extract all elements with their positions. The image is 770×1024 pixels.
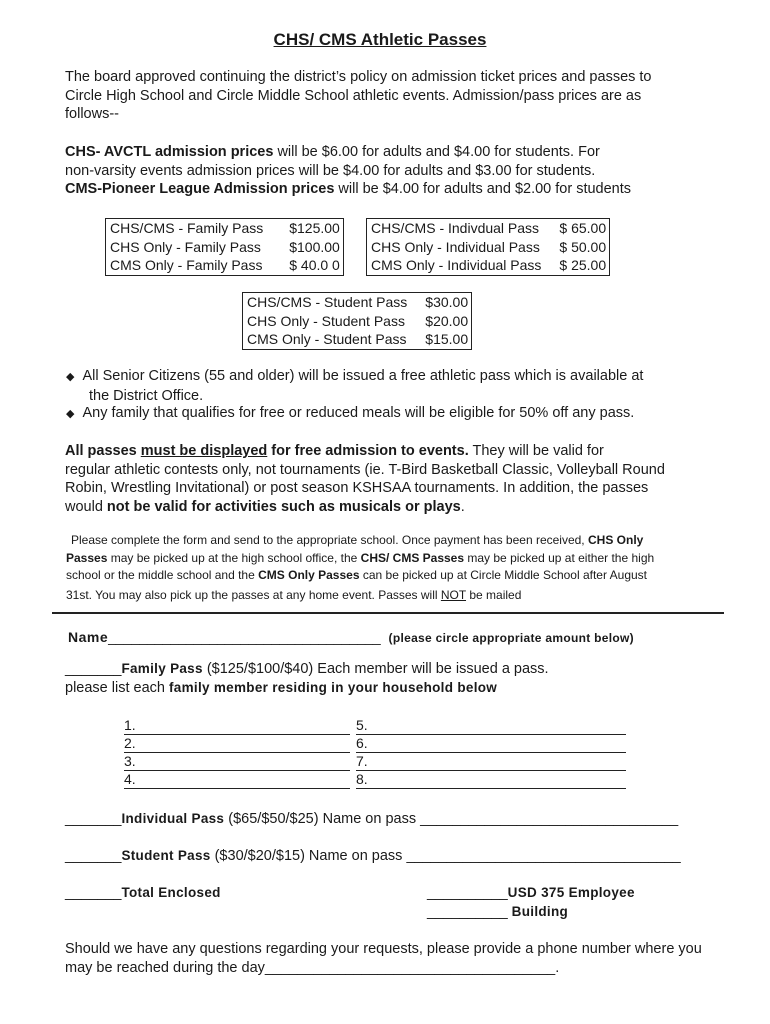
member-line-4[interactable]: 4. — [124, 771, 350, 789]
display-line-4b: not be valid for activities such as musicals or plays — [106, 498, 461, 515]
student-pass-table — [242, 292, 472, 350]
pass-price: $100.00 — [289, 238, 340, 255]
display-paragraph — [65, 442, 725, 516]
pass-name: CMS Only - Individual Pass — [371, 257, 542, 273]
member-line-8[interactable]: 8. — [356, 771, 626, 789]
employee-blank[interactable]: __________ — [427, 885, 508, 901]
building-blank[interactable]: __________ — [427, 903, 512, 920]
family-pass-label: Family Pass — [121, 661, 203, 676]
cms-price-line — [65, 180, 725, 199]
instructions-text: 31st. You may also pick up the passes at any home event. Passes will — [66, 587, 441, 602]
instructions-text: can be picked up at Circle Middle School after August — [359, 568, 648, 582]
table-row — [367, 256, 610, 275]
table-row — [367, 219, 610, 238]
table-row — [243, 293, 472, 312]
phone-number-line[interactable]: ____________________________________ — [264, 959, 556, 976]
pass-price: $20.00 — [425, 312, 469, 329]
phone-paragraph — [65, 940, 702, 977]
student-pass-text: ($30/$20/$15) Name on pass — [210, 848, 407, 864]
pass-price: $ 50.00 — [559, 238, 607, 255]
name-field-row — [68, 629, 634, 645]
building-label: Building — [511, 903, 569, 919]
nonvarsity-price-line: non-varsity events admission prices will be $4.00 for adults and $3.00 for students. — [65, 162, 596, 179]
list-instruction-bold: family member residing in your household below — [168, 679, 498, 695]
display-line-4a: would — [65, 498, 107, 515]
table-row — [106, 238, 344, 257]
individual-pass-text: ($65/$50/$25) Name on pass — [224, 811, 421, 827]
pass-name: CHS/CMS - Student Pass — [247, 294, 408, 310]
cms-price-text: will be $4.00 for adults and $2.00 for students — [334, 181, 632, 197]
pass-price: $30.00 — [425, 294, 469, 310]
family-pass-row — [65, 660, 549, 697]
table-row — [243, 312, 472, 331]
individual-name-line[interactable]: ________________________________ — [420, 811, 679, 827]
intro-line-3: follows-- — [65, 106, 119, 122]
bullet-senior-citizens — [66, 367, 643, 405]
member-line-1[interactable]: 1. — [124, 717, 350, 735]
family-pass-table — [105, 218, 344, 276]
instructions-bold: CMS Only Passes — [258, 568, 360, 582]
prices-paragraph — [65, 143, 725, 199]
student-pass-label: Student Pass — [121, 848, 211, 863]
diamond-bullet-icon: ◆ — [66, 371, 75, 383]
pass-price: $ 65.00 — [559, 220, 607, 236]
table-row — [243, 330, 472, 349]
phone-line-1: Should we have any questions regarding your requests, please provide a phone number where you — [65, 941, 702, 957]
pass-name: CHS/CMS - Family Pass — [110, 220, 264, 236]
phone-line-2-end: . — [555, 959, 560, 976]
display-text-3: for free admission to events. — [267, 443, 469, 459]
display-text-2: must be displayed — [140, 443, 268, 459]
display-line-2: regular athletic contests only, not tournaments (ie. T-Bird Basketball Classic, Volleyball Round — [65, 461, 665, 478]
bullet-reduced-meals — [66, 404, 634, 424]
instructions-text: school or the middle school and the — [66, 568, 259, 582]
member-line-2[interactable]: 2. — [124, 735, 350, 753]
pass-price: $ 25.00 — [559, 257, 607, 273]
total-blank[interactable]: _______ — [65, 885, 122, 901]
display-line-3: Robin, Wrestling Invitational) or post season KSHSAA tournaments. In addition, the passes — [65, 480, 649, 496]
family-pass-blank[interactable]: _______ — [65, 661, 122, 677]
pass-name: CMS Only - Student Pass — [247, 331, 407, 347]
individual-pass-row — [65, 810, 678, 829]
employee-row — [427, 884, 635, 921]
chs-price-text: will be $6.00 for adults and $4.00 for students. For — [273, 144, 600, 160]
diamond-bullet-icon: ◆ — [66, 408, 75, 420]
phone-line-2-text: may be reached during the day — [65, 959, 265, 976]
individual-pass-blank[interactable]: _______ — [65, 811, 122, 827]
employee-label: USD 375 Employee — [507, 885, 635, 900]
table-row — [106, 219, 344, 238]
member-line-5[interactable]: 5. — [356, 717, 626, 735]
total-label: Total Enclosed — [121, 885, 221, 900]
instructions-paragraph — [66, 532, 726, 604]
student-pass-blank[interactable]: _______ — [65, 848, 122, 864]
bullet-text-continued: the District Office. — [89, 387, 204, 404]
student-name-line[interactable]: __________________________________ — [406, 848, 681, 864]
cms-price-label: CMS-Pioneer League Admission prices — [65, 181, 335, 197]
individual-pass-label: Individual Pass — [121, 811, 225, 826]
name-note: (please circle appropriate amount below) — [388, 631, 634, 645]
display-text-4: They will be valid for — [468, 443, 604, 459]
member-line-7[interactable]: 7. — [356, 753, 626, 771]
intro-line-1: The board approved continuing the district’s policy on admission ticket prices and passes to — [65, 69, 652, 85]
chs-price-label: CHS- AVCTL admission prices — [65, 144, 274, 160]
pass-name: CHS Only - Family Pass — [110, 238, 261, 255]
individual-pass-table — [366, 218, 610, 276]
chs-price-line — [65, 143, 725, 162]
bullet-text: Any family that qualifies for free or reduced meals will be eligible for 50% off any pass. — [82, 405, 635, 421]
name-input-line[interactable]: ___________________________________ — [108, 629, 381, 645]
table-row — [367, 238, 610, 257]
intro-line-2: Circle High School and Circle Middle School athletic events. Admission/pass prices are as — [65, 87, 642, 104]
instructions-text: may be picked up at either the high — [464, 550, 655, 565]
instructions-text: Please complete the form and send to the appropriate school. Once payment has been received, — [71, 533, 588, 547]
list-instruction-text: please list each — [65, 679, 169, 696]
instructions-bold: CHS Only — [587, 533, 644, 547]
pass-name: CHS Only - Student Pass — [247, 312, 405, 329]
display-line-4c: . — [460, 498, 465, 515]
name-label: Name — [68, 629, 109, 645]
page-title: CHS/ CMS Athletic Passes — [273, 30, 487, 49]
pass-price: $125.00 — [289, 220, 340, 236]
pass-name: CMS Only - Family Pass — [110, 257, 263, 273]
total-enclosed-row — [65, 884, 221, 903]
intro-paragraph — [65, 68, 725, 124]
bullet-text: All Senior Citizens (55 and older) will be issued a free athletic pass which is available at — [82, 368, 644, 384]
member-line-3[interactable]: 3. — [124, 753, 350, 771]
pass-name: CHS/CMS - Indivdual Pass — [371, 220, 540, 236]
pass-name: CHS Only - Individual Pass — [371, 238, 540, 255]
student-pass-row — [65, 847, 681, 866]
family-pass-text: ($125/$100/$40) Each member will be issued a pass. — [202, 661, 549, 677]
pass-price: $ 40.0 0 — [289, 257, 340, 273]
instructions-text: be mailed — [466, 587, 522, 602]
instructions-underlined: NOT — [440, 587, 467, 602]
instructions-bold: Passes — [66, 550, 108, 565]
section-divider — [52, 612, 724, 614]
table-row — [106, 256, 344, 275]
member-line-6[interactable]: 6. — [356, 735, 626, 753]
instructions-bold: CHS/ CMS Passes — [360, 550, 465, 565]
display-text-1: All passes — [65, 443, 141, 459]
instructions-text: may be picked up at the high school office, the — [107, 550, 361, 565]
display-line-4 — [65, 498, 725, 517]
pass-price: $15.00 — [425, 331, 469, 347]
